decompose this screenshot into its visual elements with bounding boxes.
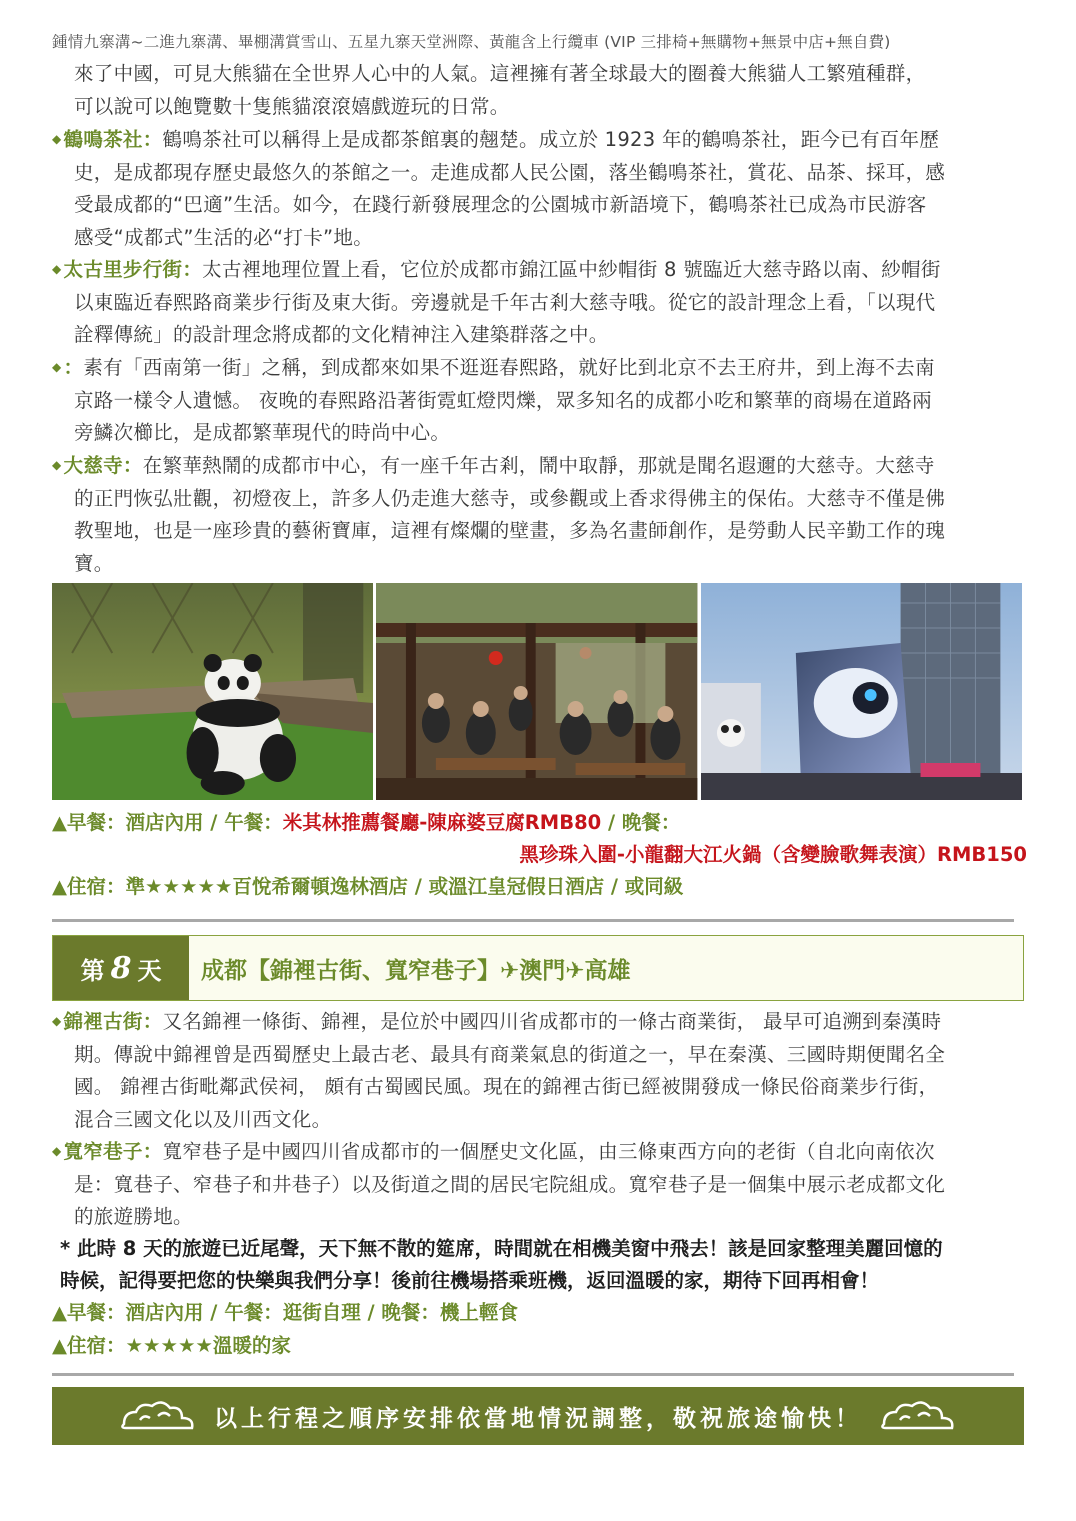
footer-banner (52, 1387, 1024, 1445)
text-line: 京路一樣令人遺憾。 夜晚的春熙路沿著街霓虹燈閃爍，眾多知名的成都小吃和繁華的商場在道路兩 (74, 388, 932, 412)
day7-meals (52, 807, 1027, 839)
diamond-bullet-icon: ◆ (52, 360, 62, 374)
taikoo-li-photo (701, 583, 1022, 800)
day8-meals: ▲早餐：酒店內用 / 午餐：逛街自理 / 晚餐：機上輕食 (52, 1301, 518, 1324)
text-line: 教聖地，也是一座珍貴的藝術寶庫，這裡有燦爛的壁畫，多為名畫師創作，是勞動人民辛勤工作的瑰 (74, 519, 946, 542)
spot-name: 太古里步行街： (63, 258, 203, 281)
text-line: 受最成都的“巴適”生活。如今，在踐行新發展理念的公園城市新語境下，鶴鳴茶社已成為市民游客 (74, 193, 927, 216)
lunch-restaurant: 米其林推薦餐廳-陳麻婆豆腐RMB80 (282, 811, 602, 834)
spot-taikoo-li (52, 253, 1027, 352)
spot-name: 鶴鳴茶社： (63, 128, 163, 151)
spot-name: ： (63, 356, 84, 379)
cloud-ornament-icon (118, 1396, 198, 1436)
cloud-ornament-icon (878, 1396, 958, 1436)
photo-strip (52, 583, 1022, 800)
spot-jinli-street (52, 1005, 1027, 1136)
text-line: 可以說可以飽覽數十隻熊貓滾滾嬉戲遊玩的日常。 (74, 94, 510, 118)
spot-daci-temple (52, 449, 1027, 580)
text-line: 國。 錦裡古街毗鄰武侯祠， 頗有古蜀國民風。現在的錦裡古街已經被開發成一條民俗商業步行街， (74, 1075, 939, 1098)
spot-name: 寬窄巷子： (63, 1140, 163, 1163)
text-line: 詮釋傳統」的設計理念將成都的文化精神注入建築群落之中。 (74, 323, 609, 346)
spot-kuanzhai-alley (52, 1135, 1027, 1234)
text-line: 史，是成都現存歷史最悠久的茶館之一。走進成都人民公園，落坐鶴鳴茶社，賞花、品茶、採耳，感 (74, 160, 946, 184)
day-label-post: 天 (137, 956, 162, 985)
meals-prefix: ▲早餐：酒店內用 / 午餐： (52, 811, 283, 834)
divider (52, 919, 1014, 922)
diamond-bullet-icon: ◆ (52, 458, 62, 472)
text-line: 寬窄巷子是中國四川省成都市的一個歷史文化區，由三條東西方向的老街（自北向南依次 (162, 1140, 935, 1163)
diamond-bullet-icon: ◆ (52, 1014, 62, 1028)
text-line: 太古裡地理位置上看，它位於成都市錦江區中紗帽街 8 號臨近大慈寺路以南、紗帽街 (202, 258, 941, 281)
day8-header (52, 935, 1024, 1001)
text-line: 期。傳說中錦裡曾是西蜀歷史上最古老、最具有商業氣息的街道之一，早在秦漢、三國時期便聞名全 (74, 1042, 946, 1066)
text-line: 寶。 (74, 551, 114, 575)
footer-text: 以上行程之順序安排依當地情況調整，敬祝旅途愉快！ (214, 1405, 862, 1432)
intro-paragraph (52, 58, 1027, 123)
day8-hotel: ▲住宿：★★★★★溫暖的家 (52, 1334, 291, 1357)
diamond-bullet-icon: ◆ (52, 1144, 62, 1158)
text-line: 旁鱗次櫛比，是成都繁華現代的時尚中心。 (74, 421, 451, 444)
diamond-bullet-icon: ◆ (52, 262, 62, 276)
text-line: 素有「西南第一街」之稱，到成都來如果不逛逛春熙路，就好比到北京不去王府井，到上海不去南 (83, 356, 935, 379)
spot-name: 大慈寺： (63, 454, 143, 477)
text-line: 在繁華熱鬧的成都市中心，有一座千年古剎，鬧中取靜，那就是聞名遐邇的大慈寺。大慈寺 (142, 454, 935, 477)
day-label-pre: 第 (80, 956, 105, 985)
text-line: 以東臨近春熙路商業步行街及東大街。旁邊就是千年古剎大慈寺哦。從它的設計理念上看，「以現代 (74, 290, 936, 314)
text-line: 鶴鳴茶社可以稱得上是成都茶館裏的翹楚。成立於 1923 年的鶴鳴茶社，距今已有百年歷 (162, 128, 940, 151)
diamond-bullet-icon: ◆ (52, 132, 62, 146)
page-header: 鍾情九寨溝~二進九寨溝、畢棚溝賞雪山、五星九寨天堂洲際、黃龍含上行纜車 (VIP 三排椅+無購物+無景中店+無自費) (52, 33, 891, 51)
closing-note (60, 1233, 1028, 1297)
dinner-restaurant: 黑珍珠入圍-小龍翻大江火鍋（含變臉歌舞表演）RMB150 (519, 843, 1027, 866)
day-number: 8 (110, 950, 132, 986)
text-line: 的旅遊勝地。 (74, 1205, 193, 1228)
text-line: 感受“成都式”生活的必“打卡”地。 (74, 225, 374, 249)
text-line: 來了中國，可見大熊貓在全世界人心中的人氣。這裡擁有著全球最大的圈養大熊貓人工繁殖種群， (74, 62, 926, 85)
text-line: 是：寬巷子、窄巷子和井巷子）以及街道之間的居民宅院組成。寬窄巷子是一個集中展示老成都文化 (74, 1172, 946, 1196)
text-line: 又名錦裡一條街、錦裡，是位於中國四川省成都市的一條古商業街， 最早可追溯到秦漢時 (162, 1010, 942, 1033)
panda-photo (52, 583, 373, 800)
text-line: 的正門恢弘壯觀，初燈夜上，許多人仍走進大慈寺，或參觀或上香求得佛主的保佑。大慈寺不僅是佛 (74, 486, 946, 510)
meals-mid: / 晚餐： (601, 811, 681, 834)
text-line: * 此時 8 天的旅遊已近尾聲，天下無不散的筵席，時間就在相機美窗中飛去！該是回家整理美麗回憶的 (60, 1237, 943, 1260)
day7-hotel: ▲住宿：準★★★★★百悅希爾頓逸林酒店 / 或溫江皇冠假日酒店 / 或同級 (52, 875, 684, 898)
text-line: 時候，記得要把您的快樂與我們分享！後前往機場搭乘班機，返回溫暖的家，期待下回再相會！ (60, 1269, 880, 1292)
spot-chunxi-road (52, 351, 1027, 450)
divider (52, 1373, 1014, 1376)
day-title: 成都【錦裡古街、寬窄巷子】✈澳門✈高雄 (201, 957, 631, 984)
spot-heming-teahouse (52, 123, 1027, 254)
day-label (53, 936, 189, 1000)
text-line: 混合三國文化以及川西文化。 (74, 1107, 332, 1131)
spot-name: 錦裡古街： (63, 1010, 163, 1033)
teahouse-photo (376, 583, 697, 800)
